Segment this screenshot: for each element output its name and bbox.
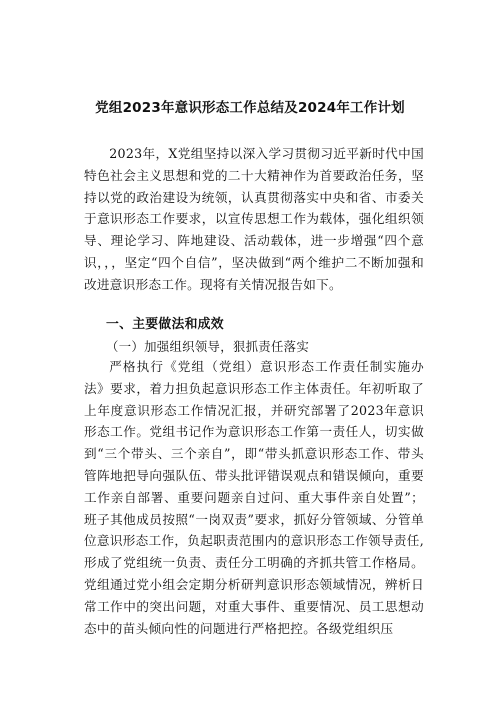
subsection-heading: （一）加强组织领导，狠抓责任落实 <box>106 339 310 354</box>
body-paragraph: 严格执行《党组（党组）意识形态工作责任制实施办法》要求，着力担负起意识形态工作主体责任。年初听取了上年度意识形态工作情况汇报，并研究部署了2023年意识形态工作。党组书记作为意识形态工作第一责任人，切实做到“三个带头、三个亲自”，即“带头抓意识形态工作、带头管阵地把导向强队伍、带头批评错误观点和错误倾向，重要工作亲自部署、重要问题亲自过问、重大事件亲自处置”；班子其他成员按照“一岗双责”要求，抓好分管领域、分管单位意识形态工作，负起职责范围内的意识形态工作领导责任,形成了党组统一负责、责任分工明确的齐抓共管工作格局。党组通过党小组会定期分析研判意识形态领域情况，辨析日常工作中的突出问题，对重大事件、重要情况、员工思想动态中的苗头倾向性的问题进行严格把控。各级党组织压 <box>84 359 424 636</box>
document-title: 党组2023年意识形态工作总结及2024年工作计划 <box>95 100 405 116</box>
intro-paragraph: 2023年，X党组坚持以深入学习贯彻习近平新时代中国特色社会主义思想和党的二十大精神作为首要政治任务，坚持以党的政治建设为统领，认真贯彻落实中央和省、市委关于意识形态工作要求，以宣传思想工作为载体，强化组织领导、理论学习、阵地建设、活动载体，进一步增强“四个意识，，，坚定“四个自信”，坚决做到“两个维护二不断加强和改进意识形态工作。现将有关情况报告如下。 <box>84 146 424 292</box>
section-heading: 一、主要做法和成效 <box>106 317 224 332</box>
